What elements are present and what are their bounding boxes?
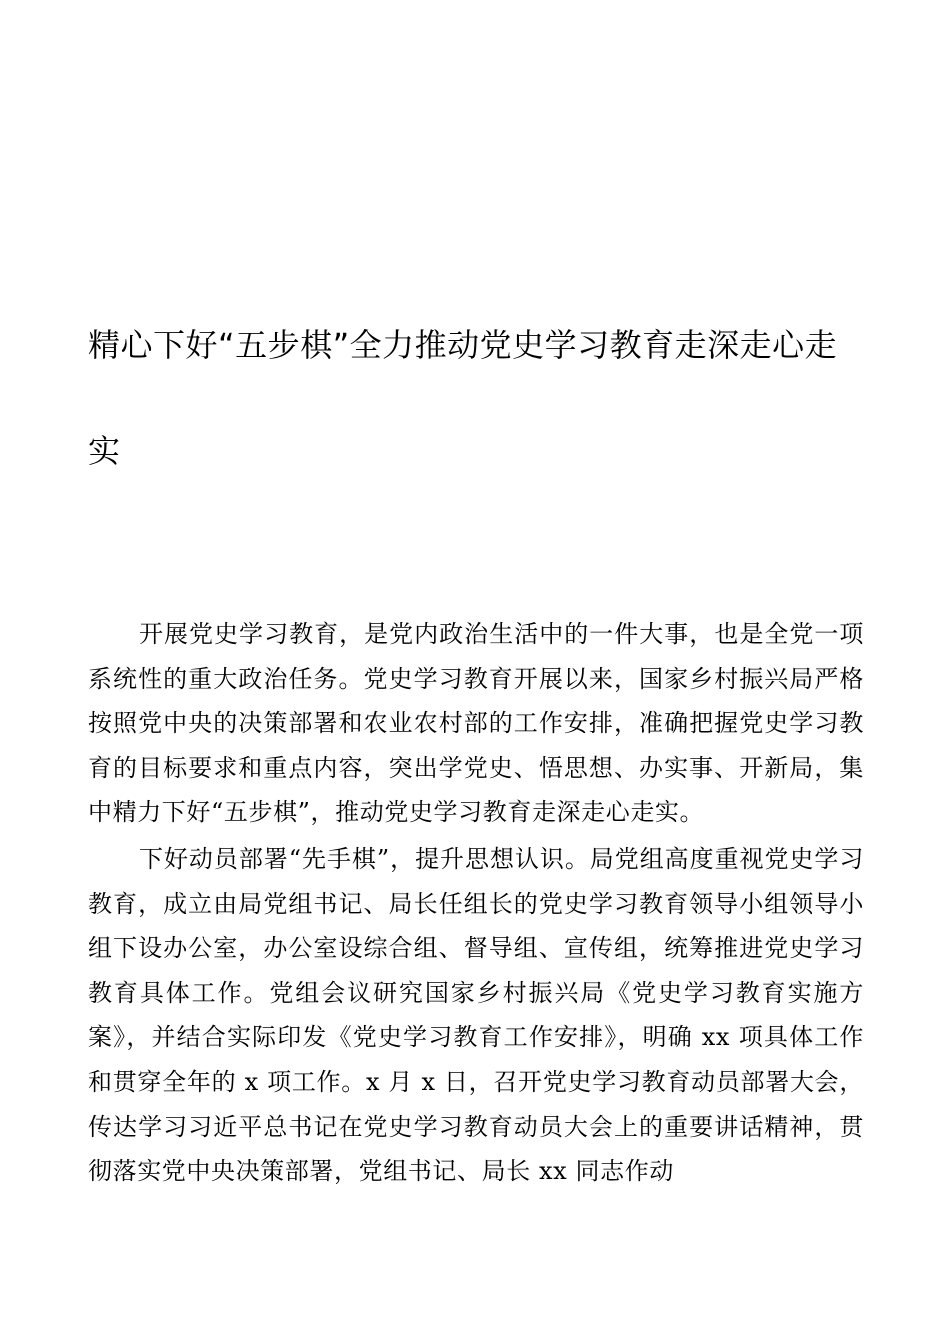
document-title: 精心下好“五步棋”全力推动党史学习教育走深走心走实 xyxy=(88,326,838,470)
paragraph-2: 下好动员部署“先手棋”，提升思想认识。局党组高度重视党史学习教育，成立由局党组书记、局长任组长的党史学习教育领导小组领导小组下设办公室，办公室设综合组、督导组、宣传组，统筹推进党史学习教育具体工作。党组会议研究国家乡村振兴局《党史学习教育实施方案》，并结合实际印发《党史学习教育工作安排》，明确 xx 项具体工作和贯穿全年的 x 项工作。x 月 x 日，召开党史学习教育动员部署大会，传达学习习近平总书记在党史学习教育动员大会上的重要讲话精神，贯彻落实党中央决策部署，党组书记、局长 xx 同志作动 xyxy=(88,845,864,1186)
paragraph-1: 开展党史学习教育，是党内政治生活中的一件大事，也是全党一项系统性的重大政治任务。党史学习教育开展以来，国家乡村振兴局严格按照党中央的决策部署和农业农村部的工作安排，准确把握党史学习教育的目标要求和重点内容，突出学党史、悟思想、办实事、开新局，集中精力下好“五步棋”，推动党史学习教育走深走心走实。 xyxy=(88,620,864,827)
